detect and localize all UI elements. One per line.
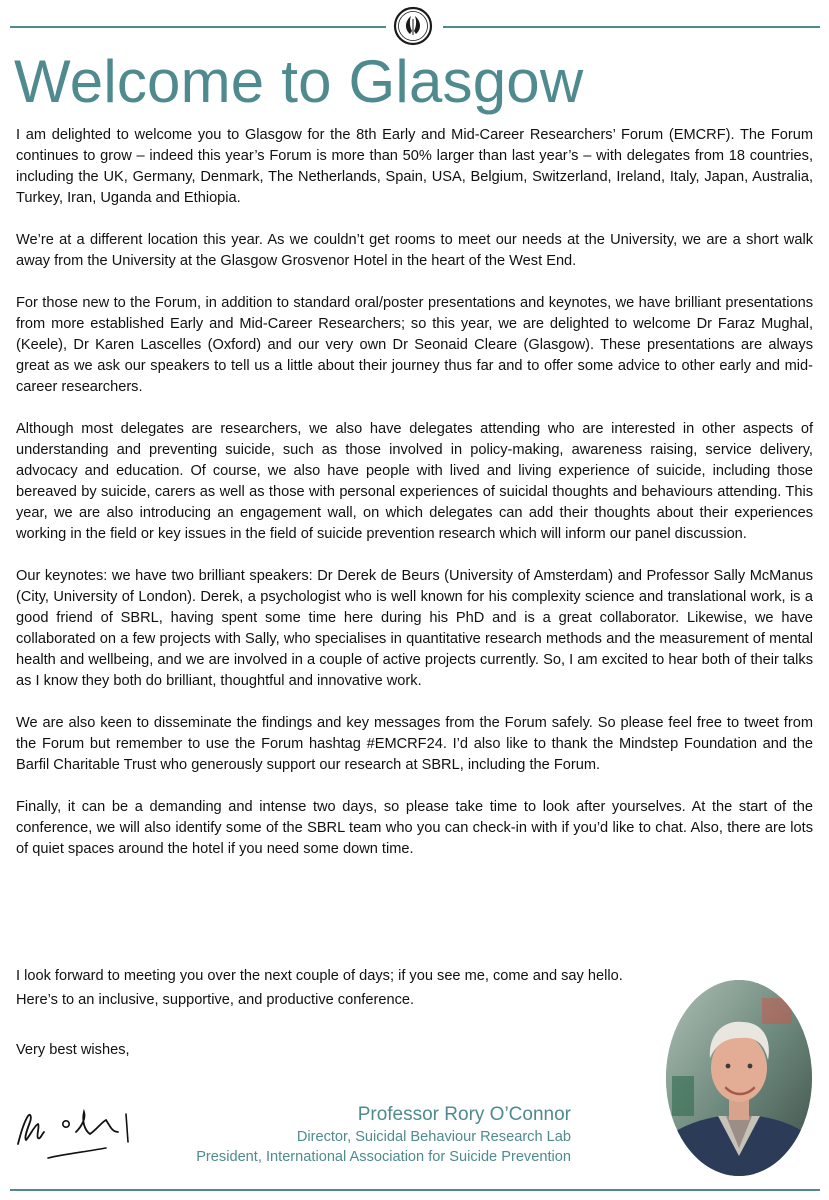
paragraph-keynotes: Our keynotes: we have two brilliant speakers: Dr Derek de Beurs (University of Amsterdam) and Professor Sally McManus (City, University of London). Derek, a psychologist who is well known for his complexity science and translational work, is a good friend of SBRL, having spent some time here during his PhD and is a great collaborator. Likewise, we have collaborated on a few projects with Sally, who specialises in quantitative research methods and the measurement of mental health and wellbeing, and we are involved in a couple of active projects currently. So, I am excited to hear both of their talks as I know they both do brilliant, thoughtful and innovative work. bbox=[16, 568, 813, 689]
page-title: Welcome to Glasgow bbox=[14, 48, 584, 115]
signatory-block bbox=[196, 1103, 571, 1167]
signatory-role-president: President, International Association for Suicide Prevention bbox=[196, 1149, 571, 1165]
paragraph-wellbeing: Finally, it can be a demanding and intense two days, so please take time to look after yourselves. At the start of the conference, we will also identify some of the SBRL team who you can check-in with if you’d like to chat. Also, there are lots of quiet spaces around the hotel if you need some down time. bbox=[16, 799, 813, 857]
paragraph-location: We’re at a different location this year. As we couldn’t get rooms to meet our needs at the University, we are a short walk away from the University at the Glasgow Grosvenor Hotel in the heart of the West End. bbox=[16, 232, 813, 269]
paragraph-delegates: Although most delegates are researchers, we also have delegates attending who are interested in other aspects of understanding and preventing suicide, such as those involved in policy-making, awareness raising, service delivery, advocacy and education. Of course, we also have people with lived and living experience of suicide, including those bereaved by suicide, carers as well as those with personal experiences of suicidal thoughts and behaviours attending. This year, we are also introducing an engagement wall, on which delegates can add their thoughts about their experiences working in the field or key issues in the field of suicide prevention research which will inform our panel discussion. bbox=[16, 421, 813, 542]
footer-rule bbox=[10, 1189, 820, 1191]
signatory-name: Professor Rory O’Connor bbox=[357, 1104, 571, 1125]
paragraph-welcome: I am delighted to welcome you to Glasgow for the 8th Early and Mid-Career Researchers’ Forum (EMCRF). The Forum continues to grow – indeed this year’s Forum is more than 50% larger than last year’s – with delegates from 18 countries, including the UK, Germany, Denmark, The Netherlands, Spain, USA, Belgium, Switzerland, Ireland, Italy, Japan, Australia, Turkey, Iran, Uganda and Ethiopia. bbox=[16, 127, 813, 206]
header-rule-left bbox=[10, 26, 386, 28]
header-rule-right bbox=[443, 26, 820, 28]
lab-emblem-icon bbox=[388, 4, 438, 48]
sign-off: Very best wishes, bbox=[16, 1042, 130, 1058]
paragraph-presentations: For those new to the Forum, in addition to standard oral/poster presentations and keynotes, we have brilliant presentations from more established Early and Mid-Career Researchers; so this year, we are delighted to welcome Dr Faraz Mughal, (Keele), Dr Karen Lascelles (Oxford) and our very own Dr Seonaid Cleare (Glasgow). These presentations are always great as we ask our speakers to tell us a little about their journey thus far and to offer some advice to other early and mid-career researchers. bbox=[16, 295, 813, 395]
paragraph-dissemination: We are also keen to disseminate the findings and key messages from the Forum safely. So please feel free to tweet from the Forum but remember to use the Forum hashtag #EMCRF24. I’d also like to thank the Mindstep Foundation and the Barfil Charitable Trust who generously support our research at SBRL, including the Forum. bbox=[16, 715, 813, 773]
handwritten-signature-icon bbox=[14, 1096, 138, 1166]
closing-line-meeting: I look forward to meeting you over the next couple of days; if you see me, come and say hello. bbox=[16, 968, 623, 984]
closing-line-conference: Here’s to an inclusive, supportive, and productive conference. bbox=[16, 992, 415, 1008]
letter-body bbox=[16, 125, 813, 881]
portrait-photo-icon bbox=[666, 980, 812, 1176]
signatory-role-director: Director, Suicidal Behaviour Research Lab bbox=[296, 1129, 571, 1145]
